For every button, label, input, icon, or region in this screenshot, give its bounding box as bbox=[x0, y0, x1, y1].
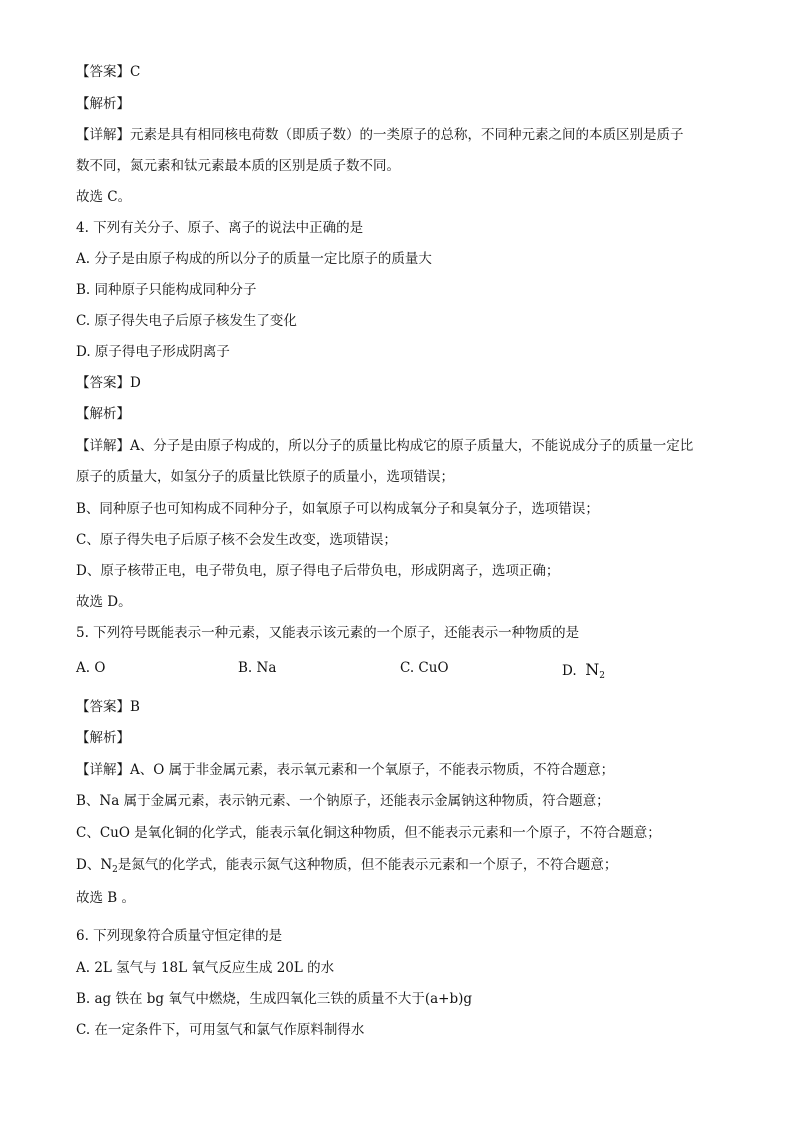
q5-analysis-tag: 【解析】 bbox=[76, 730, 130, 746]
q4-option-c: C. 原子得失电子后原子核发生了变化 bbox=[76, 313, 297, 329]
formula-subscript: 2 bbox=[599, 671, 605, 681]
q4-conclusion: 故选 D。 bbox=[76, 594, 132, 610]
q4-detail-5: D、原子核带正电，电子带负电，原子得电子后带负电，形成阴离子，选项正确； bbox=[76, 563, 560, 579]
answer-tag: 【答案】 bbox=[76, 375, 130, 391]
answer-tag: 【答案】 bbox=[76, 64, 130, 80]
q5-option-d bbox=[562, 660, 605, 681]
q5-option-a: A. O bbox=[76, 660, 106, 676]
detail-text: A、分子是由原子构成的，所以分子的质量比构成它的原子质量大，不能说成分子的质量一定比 bbox=[130, 438, 694, 454]
formula-n2 bbox=[585, 660, 605, 679]
q3-conclusion: 故选 C。 bbox=[76, 189, 132, 205]
q4-stem: 4. 下列有关分子、原子、离子的说法中正确的是 bbox=[76, 220, 364, 236]
formula-subscript: 2 bbox=[112, 865, 118, 875]
q5-detail-3: C、CuO 是氧化铜的化学式，能表示氧化铜这种物质，但不能表示元素和一个原子，不符合题意； bbox=[76, 825, 661, 841]
detail-tag: 【详解】 bbox=[76, 438, 130, 454]
q4-analysis-tag: 【解析】 bbox=[76, 406, 130, 422]
formula-symbol: N bbox=[585, 660, 600, 679]
q5-detail-1 bbox=[76, 760, 734, 780]
q3-answer bbox=[76, 62, 734, 82]
q4-detail-2: 原子的质量大，如氢分子的质量比铁原子的质量小，选项错误； bbox=[76, 469, 454, 485]
q6-option-b: B. ag 铁在 bg 氧气中燃烧，生成四氧化三铁的质量不大于(a+b)g bbox=[76, 991, 473, 1007]
detail-tag: 【详解】 bbox=[76, 762, 130, 778]
q5-detail-4 bbox=[76, 855, 734, 880]
answer-value: D bbox=[130, 375, 141, 391]
detail-text: D、N bbox=[76, 857, 113, 873]
option-label: D. bbox=[562, 663, 577, 679]
q3-detail-1 bbox=[76, 125, 734, 145]
q5-stem: 5. 下列符号既能表示一种元素，又能表示该元素的一个原子，还能表示一种物质的是 bbox=[76, 625, 580, 641]
q4-option-d: D. 原子得电子形成阴离子 bbox=[76, 344, 230, 360]
q4-answer bbox=[76, 373, 734, 393]
detail-text: 是氮气的化学式，能表示氮气这种物质，但不能表示元素和一个原子，不符合题意； bbox=[117, 857, 618, 873]
q6-option-a: A. 2L 氢气与 18L 氧气反应生成 20L 的水 bbox=[76, 960, 335, 976]
q4-detail-4: C、原子得失电子后原子核不会发生改变，选项错误； bbox=[76, 532, 397, 548]
q5-option-b: B. Na bbox=[238, 660, 277, 676]
q3-analysis-tag: 【解析】 bbox=[76, 96, 130, 112]
q3-detail-2: 数不同，氮元素和钛元素最本质的区别是质子数不同。 bbox=[76, 158, 400, 174]
q4-option-a: A. 分子是由原子构成的所以分子的质量一定比原子的质量大 bbox=[76, 251, 432, 267]
q6-stem: 6. 下列现象符合质量守恒定律的是 bbox=[76, 928, 283, 944]
answer-value: C bbox=[130, 64, 141, 80]
detail-text: A、O 属于非金属元素，表示氧元素和一个氧原子，不能表示物质，不符合题意； bbox=[130, 762, 615, 778]
q5-conclusion: 故选 B 。 bbox=[76, 890, 136, 906]
q5-detail-2: B、Na 属于金属元素，表示钠元素、一个钠原子，还能表示金属钠这种物质，符合题意； bbox=[76, 793, 610, 809]
q4-detail-3: B、同种原子也可知构成不同种分子，如氧原子可以构成氧分子和臭氧分子，选项错误； bbox=[76, 501, 599, 517]
detail-text: 元素是具有相同核电荷数（即质子数）的一类原子的总称，不同种元素之间的本质区别是质子 bbox=[130, 127, 684, 143]
answer-value: B bbox=[130, 699, 140, 715]
q5-answer bbox=[76, 697, 734, 717]
q4-detail-1 bbox=[76, 436, 734, 456]
q5-option-c: C. CuO bbox=[400, 660, 449, 676]
detail-tag: 【详解】 bbox=[76, 127, 130, 143]
q4-option-b: B. 同种原子只能构成同种分子 bbox=[76, 282, 257, 298]
q6-option-c: C. 在一定条件下，可用氢气和氯气作原料制得水 bbox=[76, 1022, 365, 1038]
answer-tag: 【答案】 bbox=[76, 699, 130, 715]
